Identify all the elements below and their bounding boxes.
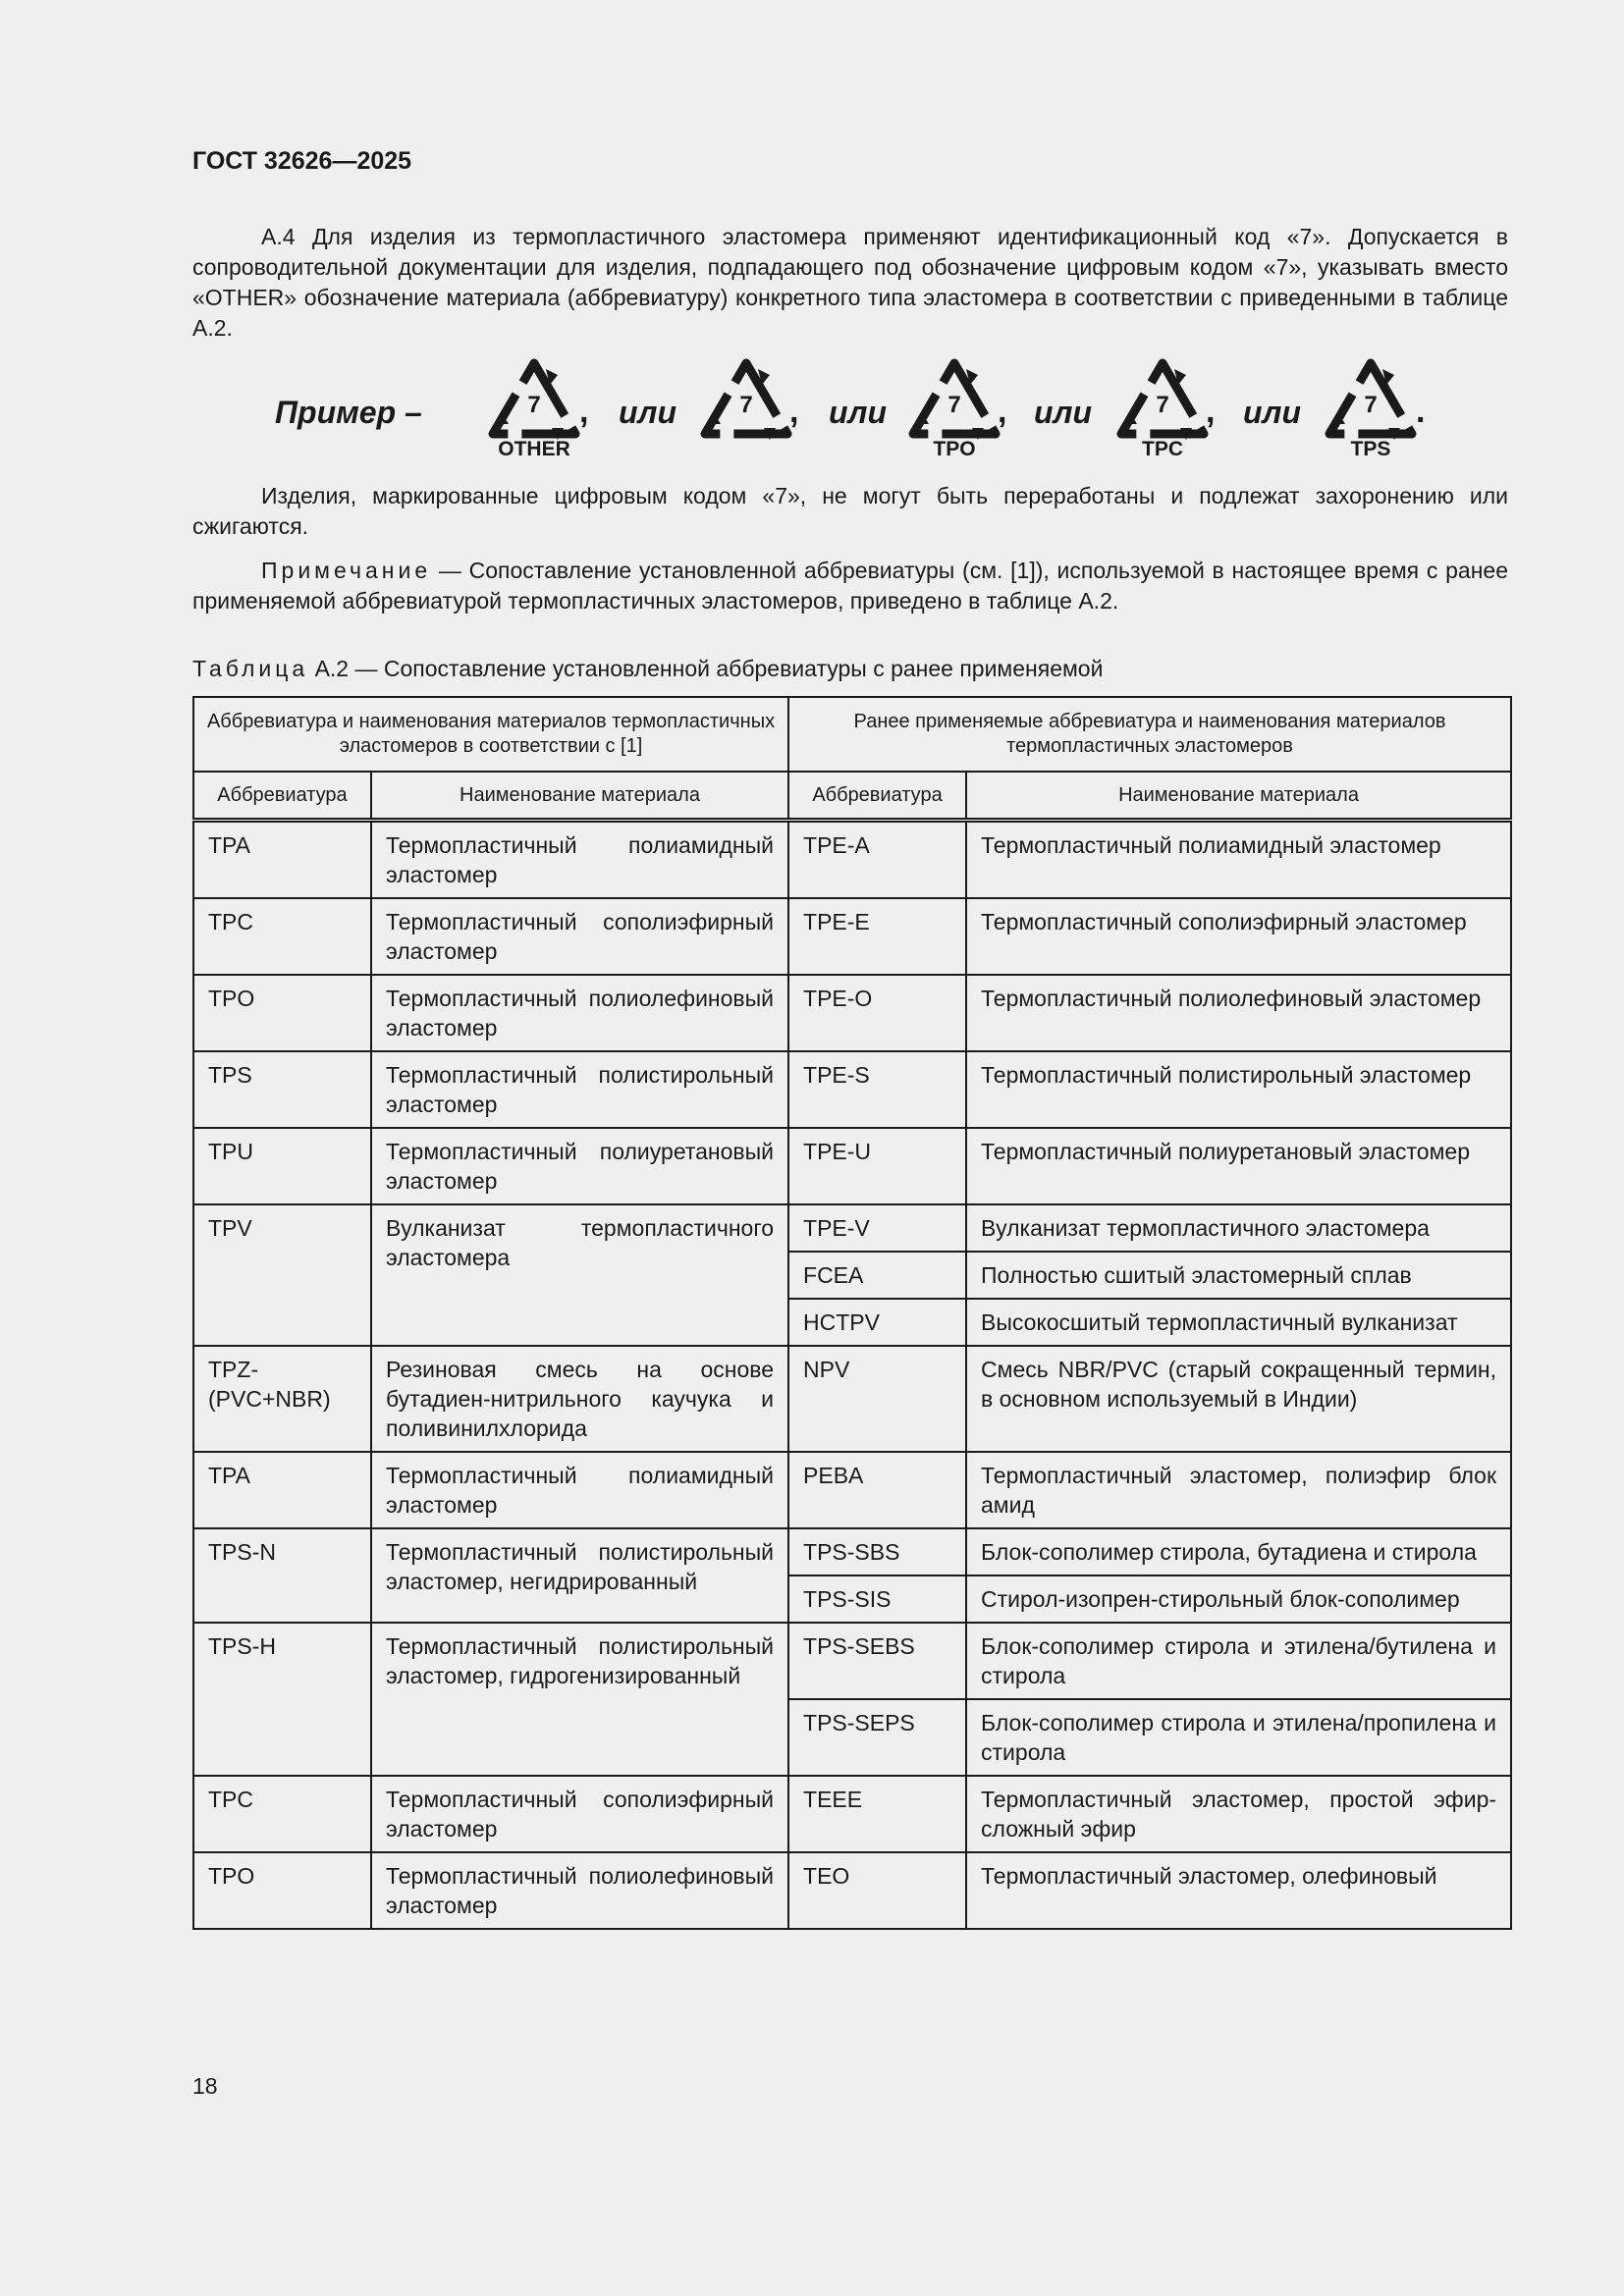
symbol-number: 7 [739,392,753,418]
cell-old-name: Вулканизат термопластичного эластомера [966,1204,1511,1252]
symbol-code: OTHER [498,438,570,460]
table-row [193,898,1511,975]
table-row [193,821,1511,899]
cell-name: Термопластичный полистирольный эластомер, гидрогенизированный [371,1623,788,1776]
cell-name: Термопластичный полиолефиновый эластомер [371,1852,788,1929]
group-header-current: Аббревиатура и наименования материалов термопластичных эластомеров в соответствии с [1] [193,697,788,772]
col-header-old-abbr: Аббревиатура [788,772,966,821]
table-row [193,1204,1511,1252]
col-header-old-name: Наименование материала [966,772,1511,821]
cell-old-abbr: FCEA [788,1252,966,1299]
symbol-code: TPO [933,438,976,460]
cell-abbr: TPU [193,1128,371,1204]
recycle-triangle-icon [697,355,795,442]
cell-name: Термопластичный сополиэфирный эластомер [371,1776,788,1852]
cell-abbr: TPC [193,1776,371,1852]
cell-old-abbr: TPS-SEBS [788,1623,966,1699]
table-row [193,1452,1511,1528]
symbol-code: TPS [1350,438,1391,460]
paragraph-a4: А.4 Для изделия из термопластичного эластомера применяют идентификационный код «7». Допускается в сопроводительной документации для изделия, подпадающего под обозначение цифровым кодом «7», указывать вместо «OTHER» обозначение материала (аббревиатуру) конкретного типа эластомера в соответствии с приведенными в таблице А.2. [192,224,1508,341]
cell-old-abbr: NPV [788,1346,966,1452]
recycling-symbol-tpc [1113,355,1212,463]
or-word: или [1034,395,1092,430]
symbol-number: 7 [1156,392,1169,418]
cell-name: Термопластичный полистирольный эластомер, негидрированный [371,1528,788,1623]
table-row [193,1528,1511,1575]
cell-name: Термопластичный полиамидный эластомер [371,821,788,899]
table-row [193,1051,1511,1128]
table-row [193,1346,1511,1452]
table-row [193,1776,1511,1852]
cell-name: Термопластичный полиамидный эластомер [371,1452,788,1528]
cell-name: Термопластичный полиолефиновый эластомер [371,975,788,1051]
comma: , [998,393,1007,430]
cell-old-name: Термопластичный полиуретановый эластомер [966,1128,1511,1204]
symbol-number: 7 [527,392,541,418]
example-label: Пример – [275,395,422,430]
table-caption-text: А.2 — Сопоставление установленной аббревиатуры с ранее применяемой [308,656,1104,681]
group-header-previous: Ранее применяемые аббревиатура и наименования материалов термопластичных эластомеров [788,697,1511,772]
recycling-symbol-plain [697,355,795,463]
recycle-triangle-icon [1113,355,1212,442]
note-text: — Сопоставление установленной аббревиатуры (см. [1]), используемой в настоящее время с ранее применяемой аббревиатурой термопластичных эластомеров, приведено в таблице А.2. [192,558,1508,614]
table-container [192,696,1510,1930]
cell-old-name: Термопластичный полиолефиновый эластомер [966,975,1511,1051]
table-row [193,1128,1511,1204]
cell-old-abbr: TEEE [788,1776,966,1852]
cell-old-name: Смесь NBR/PVC (старый сокращенный термин, в основном используемый в Индии) [966,1346,1511,1452]
recycling-symbol-tpo [905,355,1003,463]
recycle-triangle-icon [1322,355,1420,442]
abbreviation-table [192,696,1512,1930]
cell-name: Термопластичный полистирольный эластомер [371,1051,788,1128]
or-word: или [619,395,677,430]
cell-abbr: TPS-H [193,1623,371,1776]
cell-abbr: TPA [193,821,371,899]
cell-old-abbr: TPE-V [788,1204,966,1252]
cell-abbr: TPA [193,1452,371,1528]
table-row [193,1623,1511,1699]
cell-abbr: TPZ-(PVC+NBR) [193,1346,371,1452]
cell-old-abbr: TPE-E [788,898,966,975]
cell-old-name: Термопластичный эластомер, простой эфир-сложный эфир [966,1776,1511,1852]
cell-old-name: Термопластичный эластомер, олефиновый [966,1852,1511,1929]
cell-old-name: Блок-сополимер стирола и этилена/бутилена и стирола [966,1623,1511,1699]
cell-name: Резиновая смесь на основе бутадиен-нитрильного каучука и поливинилхлорида [371,1346,788,1452]
cell-name: Термопластичный полиуретановый эластомер [371,1128,788,1204]
symbol-code: TPC [1142,438,1183,460]
table-row [193,975,1511,1051]
cell-name: Вулканизат термопластичного эластомера [371,1204,788,1346]
comma: , [579,393,589,430]
recycle-triangle-icon [905,355,1003,442]
cell-old-name: Блок-сополимер стирола и этилена/пропилена и стирола [966,1699,1511,1776]
table-row [193,1852,1511,1929]
recycle-triangle-icon [485,355,583,442]
cell-abbr: TPC [193,898,371,975]
comma: , [1206,393,1216,430]
cell-name: Термопластичный сополиэфирный эластомер [371,898,788,975]
example-row [275,355,1453,463]
cell-old-abbr: TPE-U [788,1128,966,1204]
table-body [193,821,1511,1930]
cell-abbr: TPV [193,1204,371,1346]
or-word: или [829,395,887,430]
note-paragraph [192,556,1508,616]
document-header: ГОСТ 32626—2025 [192,147,412,175]
col-header-abbr: Аббревиатура [193,772,371,821]
cell-old-name: Термопластичный полиамидный эластомер [966,821,1511,899]
cell-abbr: TPS-N [193,1528,371,1623]
cell-old-name: Термопластичный сополиэфирный эластомер [966,898,1511,975]
cell-old-name: Стирол-изопрен-стирольный блок-сополимер [966,1575,1511,1623]
table-caption-label: Таблица [192,656,309,681]
page-number: 18 [192,2073,218,2099]
cell-old-abbr: TPS-SEPS [788,1699,966,1776]
cell-old-name: Высокосшитый термопластичный вулканизат [966,1299,1511,1346]
recycling-symbol-other [485,355,583,463]
col-header-name: Наименование материала [371,772,788,821]
cell-old-name: Термопластичный полистирольный эластомер [966,1051,1511,1128]
note-label: Примечание [261,558,432,583]
cell-old-name: Термопластичный эластомер, полиэфир блок амид [966,1452,1511,1528]
cell-old-abbr: TPS-SBS [788,1528,966,1575]
cell-abbr: TPO [193,975,371,1051]
symbol-number: 7 [947,392,961,418]
cell-old-abbr: TPE-S [788,1051,966,1128]
cell-old-abbr: PEBA [788,1452,966,1528]
symbol-number: 7 [1364,392,1378,418]
cell-old-name: Полностью сшитый эластомерный сплав [966,1252,1511,1299]
recycling-symbol-tps [1322,355,1420,463]
cell-old-abbr: TPE-O [788,975,966,1051]
comma: , [789,393,799,430]
cell-old-abbr: TPS-SIS [788,1575,966,1623]
period: . [1416,393,1426,430]
cell-old-name: Блок-сополимер стирола, бутадиена и стирола [966,1528,1511,1575]
cell-old-abbr: TEO [788,1852,966,1929]
or-word: или [1243,395,1301,430]
cell-old-abbr: TPE-A [788,821,966,899]
table-caption [192,656,1103,682]
cell-abbr: TPS [193,1051,371,1128]
paragraph-disposal: Изделия, маркированные цифровым кодом «7», не могут быть переработаны и подлежат захоронению или сжигаются. [192,483,1508,539]
cell-abbr: TPO [193,1852,371,1929]
cell-old-abbr: HCTPV [788,1299,966,1346]
